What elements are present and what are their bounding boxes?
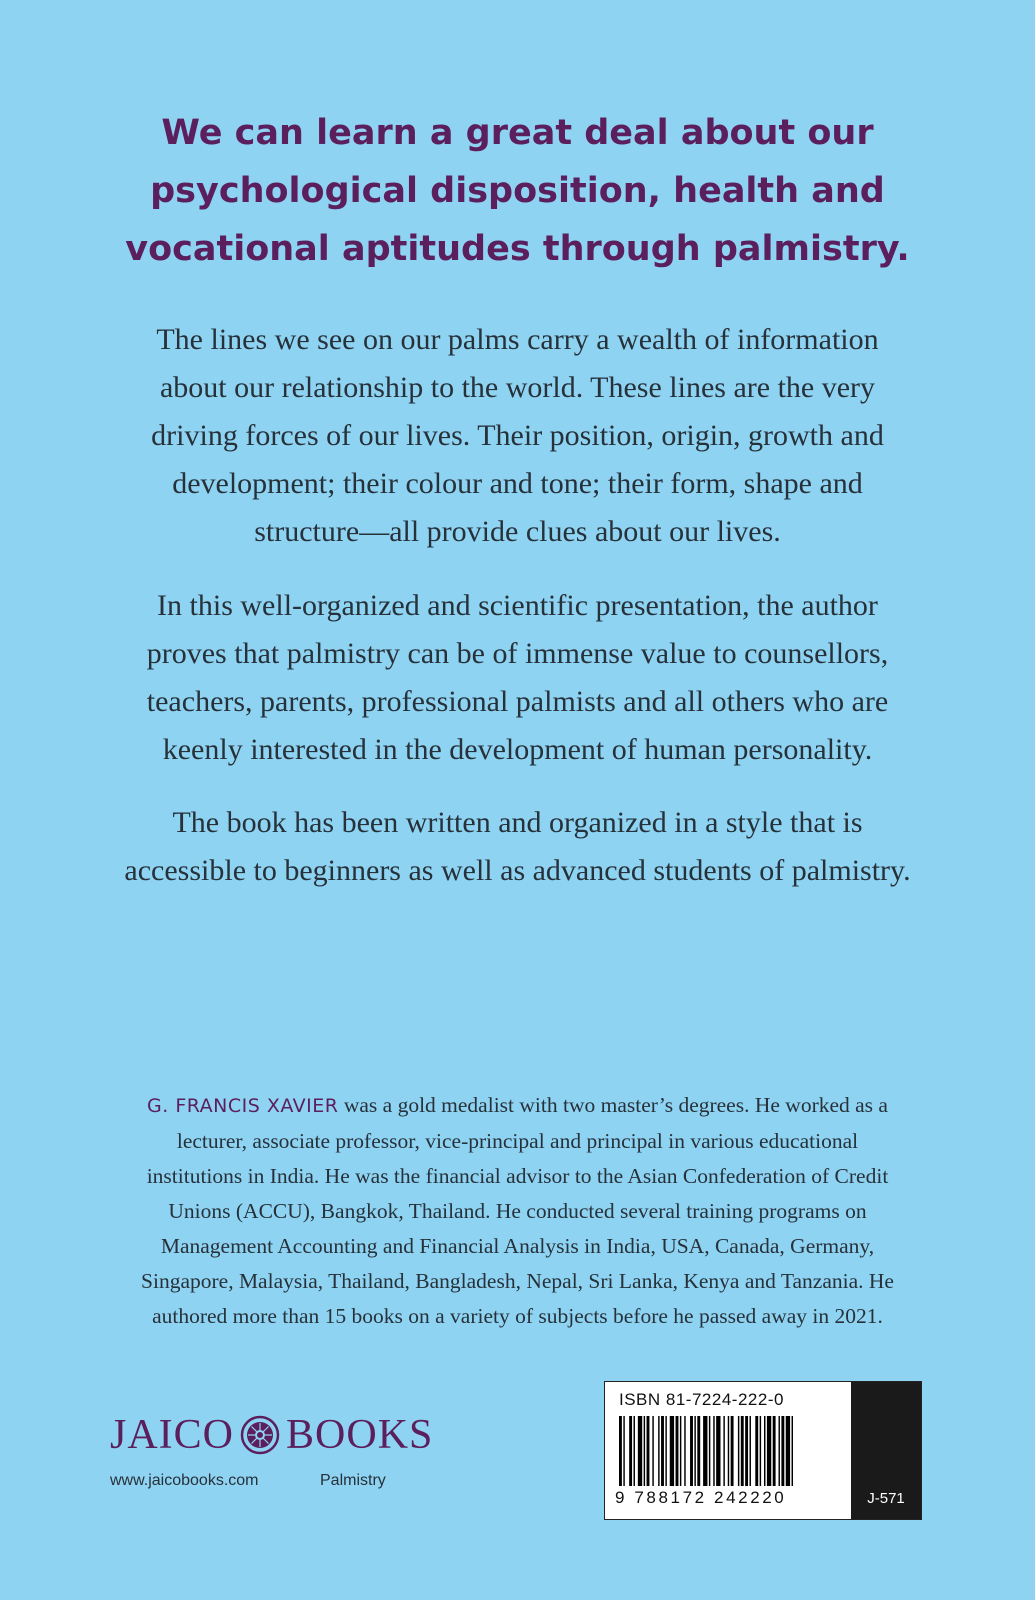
barcode-bar xyxy=(694,1416,695,1486)
barcode-bar xyxy=(786,1416,790,1486)
bio-line: Unions (ACCU), Bangkok, Thailand. He conducted several training programs on xyxy=(168,1199,867,1223)
barcode-bar xyxy=(731,1416,734,1486)
barcode-bar xyxy=(661,1416,664,1486)
barcode-bar xyxy=(697,1416,700,1486)
barcode-bar xyxy=(767,1416,771,1486)
headline-line: We can learn a great deal about our xyxy=(161,113,874,153)
barcode-bar xyxy=(728,1416,729,1486)
barcode-bar xyxy=(684,1416,685,1486)
barcode-bar xyxy=(723,1416,724,1486)
author-name: G. FRANCIS XAVIER xyxy=(147,1095,339,1117)
isbn-label: ISBN 81-7224-222-0 xyxy=(619,1390,784,1409)
barcode-bar xyxy=(623,1416,624,1486)
barcode-bar xyxy=(713,1416,714,1486)
wheel-emblem-icon xyxy=(240,1415,280,1455)
barcode-bar xyxy=(760,1416,761,1486)
job-code: J-571 xyxy=(867,1490,905,1507)
barcode-bar xyxy=(781,1416,784,1486)
paragraph-line: teachers, parents, professional palmists and all others who are xyxy=(146,685,889,718)
barcode-bar xyxy=(703,1416,707,1486)
book-category: Palmistry xyxy=(320,1472,386,1489)
paragraph-line: about our relationship to the world. These lines are the very xyxy=(159,371,876,404)
bio-line: Singapore, Malaysia, Thailand, Bangladesh, Nepal, Sri Lanka, Kenya and Tanzania. He xyxy=(141,1269,894,1293)
barcode-bar xyxy=(638,1416,642,1486)
barcode-bar xyxy=(764,1416,765,1486)
paragraph-line: keenly interested in the development of human personality. xyxy=(162,733,873,766)
paragraph-line: The lines we see on our palms carry a wealth of information xyxy=(156,323,879,356)
bio-first-line xyxy=(60,1088,975,1124)
job-code-panel xyxy=(851,1382,921,1519)
bio-line: authored more than 15 books on a variety of subjects before he passed away in 2021. xyxy=(152,1304,883,1328)
description-paragraph-1 xyxy=(60,316,975,556)
bio-line: lecturer, associate professor, vice-principal and principal in various educational xyxy=(176,1129,859,1153)
publisher-block xyxy=(110,1410,470,1500)
publisher-website: www.jaicobooks.com xyxy=(110,1472,259,1489)
barcode-bar xyxy=(634,1416,635,1486)
barcode-bar xyxy=(676,1416,679,1486)
publisher-name-left: JAICO xyxy=(110,1412,235,1458)
paragraph-line: development; their colour and tone; their form, shape and xyxy=(172,467,863,500)
barcode-bar xyxy=(773,1416,776,1486)
bio-first-line-text: was a gold medalist with two master’s degrees. He worked as a xyxy=(338,1093,888,1117)
barcode-bar xyxy=(709,1416,710,1486)
barcode-bar xyxy=(658,1416,659,1486)
barcode-bar xyxy=(792,1416,793,1486)
publisher-logo xyxy=(110,1410,470,1460)
paragraph-line: In this well-organized and scientific presentation, the author xyxy=(157,589,878,622)
description-paragraph-2 xyxy=(60,582,975,774)
barcode-bar xyxy=(755,1416,758,1486)
paragraph-line: The book has been written and organized in a style that is xyxy=(172,806,863,839)
barcode-bar xyxy=(750,1416,751,1486)
headline xyxy=(60,104,975,278)
barcode-bar xyxy=(716,1416,720,1486)
bio-line: Management Accounting and Financial Analysis in India, USA, Canada, Germany, xyxy=(160,1234,875,1258)
barcode-bar xyxy=(680,1416,681,1486)
barcode-bar xyxy=(745,1416,748,1486)
barcode-bar xyxy=(619,1416,622,1486)
barcode-bar xyxy=(652,1416,653,1486)
paragraph-line: proves that palmistry can be of immense value to counsellors, xyxy=(146,637,889,670)
paragraph-line: accessible to beginners as well as advanced students of palmistry. xyxy=(124,854,911,887)
barcode-bar xyxy=(644,1416,645,1486)
barcode-bar xyxy=(779,1416,780,1486)
barcode-bar xyxy=(738,1416,739,1486)
description-paragraph-3 xyxy=(60,799,975,895)
author-bio xyxy=(60,1088,975,1334)
headline-line: psychological disposition, health and xyxy=(150,171,885,211)
bio-line: institutions in India. He was the financial advisor to the Asian Confederation of Credit xyxy=(146,1164,889,1188)
isbn-barcode-box xyxy=(604,1381,922,1520)
isbn-digits: 9 788172 242220 xyxy=(615,1488,787,1507)
publisher-info xyxy=(110,1472,470,1490)
barcode-bar xyxy=(647,1416,650,1486)
headline-line: vocational aptitudes through palmistry. xyxy=(125,229,910,269)
barcode-bar xyxy=(690,1416,693,1486)
barcode-bar xyxy=(741,1416,744,1486)
paragraph-line: structure—all provide clues about our lives. xyxy=(254,515,781,548)
barcode-image xyxy=(619,1416,839,1486)
paragraph-line: driving forces of our lives. Their position, origin, growth and xyxy=(151,419,884,452)
barcode-bar xyxy=(629,1416,632,1486)
barcode-bar xyxy=(670,1416,674,1486)
barcode-bar xyxy=(665,1416,666,1486)
publisher-name-right: BOOKS xyxy=(286,1412,434,1458)
